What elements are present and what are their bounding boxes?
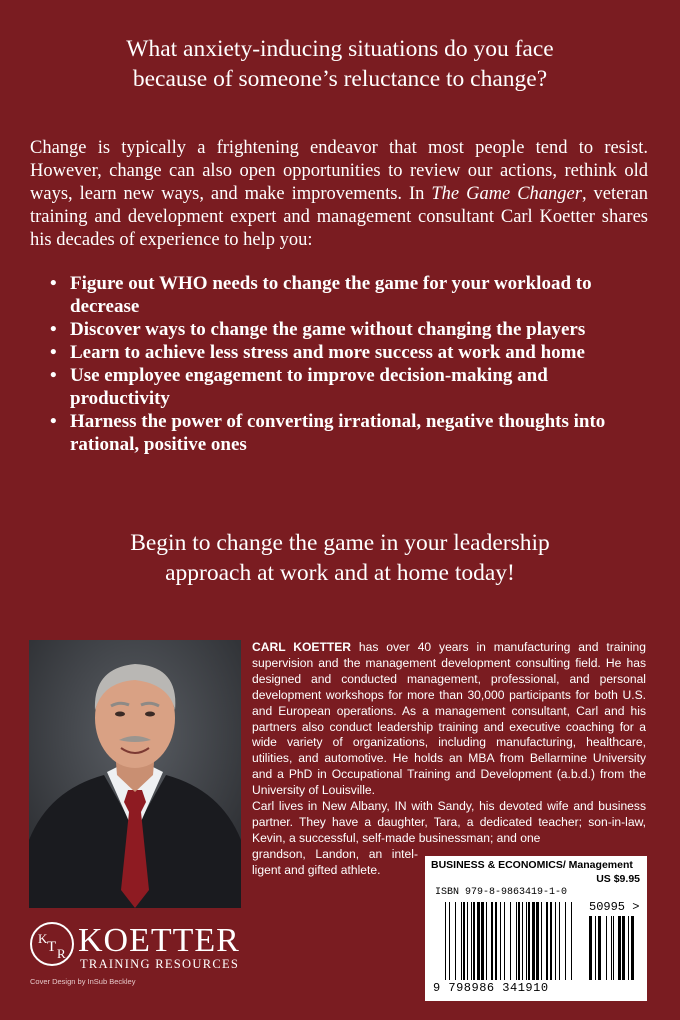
bio-paragraph-3: grandson, Landon, an intel- ligent and gifted athlete. xyxy=(252,846,418,877)
addon-code: 50995 > xyxy=(589,900,640,914)
barcode-box xyxy=(425,856,647,1001)
author-portrait-illustration xyxy=(29,640,241,908)
barcode-stripe xyxy=(631,916,634,980)
barcode-stripe xyxy=(611,916,612,980)
bullet-icon: • xyxy=(50,365,57,386)
barcode-stripe xyxy=(598,916,601,980)
headline xyxy=(40,34,640,94)
list-item xyxy=(40,364,640,410)
list-item-text: Harness the power of converting irrational, negative thoughts into rational, positive ones xyxy=(70,411,606,455)
barcode-stripe xyxy=(449,902,450,980)
barcode-stripe xyxy=(618,916,621,980)
list-item xyxy=(40,341,640,364)
barcode-stripe xyxy=(463,902,465,980)
list-item xyxy=(40,272,640,318)
barcode-stripe xyxy=(622,916,625,980)
barcode-stripe xyxy=(471,902,472,980)
logo-subtitle: TRAINING RESOURCES xyxy=(80,957,240,971)
bio-paragraph-2: Carl lives in New Albany, IN with Sandy, his devoted wife and business partner. They have a daughter, Tara, a dedicated teacher; son-in-law, Kevin, a successful, self-made businessman; and one xyxy=(252,799,646,845)
bullet-icon: • xyxy=(50,319,57,340)
cover-credit: Cover Design by InSub Beckley xyxy=(30,977,136,986)
list-item-text: Discover ways to change the game without changing the players xyxy=(70,319,586,340)
barcode-stripe xyxy=(550,902,552,980)
barcode-stripe xyxy=(528,902,530,980)
barcode-stripe xyxy=(473,902,475,980)
headline-line-1: What anxiety-inducing situations do you face xyxy=(126,36,554,62)
barcode-stripe xyxy=(606,916,607,980)
bullet-icon: • xyxy=(50,411,57,432)
book-price: US $9.95 xyxy=(596,873,640,885)
bio-text-1: has over 40 years in manufacturing and training supervision and the management development consulting field. He has designed and conducted management, professional, and personal development workshops for more than 30,000 participants for both U.S. and European operations. As a management consultant, Carl and his partners also conduct leadership training and executive coaching for a wide variety of organizations, including manufacturing, healthcare, utilities, and automotive. He holds an MBA from Bellarmine University and a PhD in Occupational Training and Development (a.b.d.) from the University of Louisville. xyxy=(252,640,646,798)
barcode-stripe xyxy=(510,902,511,980)
author-bio xyxy=(252,640,646,879)
barcode-stripe xyxy=(504,902,505,980)
barcode-stripe xyxy=(481,902,484,980)
logo-letter-t: T xyxy=(47,939,57,955)
barcode-stripe xyxy=(628,916,629,980)
closing-statement xyxy=(40,528,640,588)
barcode-stripe xyxy=(491,902,493,980)
book-title: The Game Changer xyxy=(431,183,582,204)
barcode-stripe xyxy=(532,902,535,980)
closing-line-1: Begin to change the game in your leadership xyxy=(130,530,550,556)
author-photo xyxy=(29,640,241,908)
addon-barcode xyxy=(589,916,639,980)
logo-name: KOETTER xyxy=(78,922,240,959)
barcode-stripe xyxy=(495,902,497,980)
logo-monogram xyxy=(30,922,74,966)
list-item xyxy=(40,410,640,456)
headline-line-2: because of someone’s reluctance to change? xyxy=(132,66,548,92)
list-item-text: Learn to achieve less stress and more success at work and home xyxy=(70,342,585,363)
barcode-stripe xyxy=(522,902,523,980)
list-item-text: Figure out WHO needs to change the game for your workload to decrease xyxy=(70,273,592,317)
barcode-stripe xyxy=(595,916,596,980)
bullet-icon: • xyxy=(50,273,57,294)
publisher-logo xyxy=(30,922,245,970)
barcode-stripe xyxy=(559,902,560,980)
barcode-stripe xyxy=(461,902,462,980)
closing-line-2: approach at work and at home today! xyxy=(165,560,515,586)
intro-text-start: Change is typically a frightening endeavor that most people tend to resist. However, change can also open opportunities to review our actions, rethink old ways, learn new ways, and make improvements. In xyxy=(30,137,648,204)
barcode-stripe xyxy=(613,916,614,980)
benefit-list xyxy=(40,272,640,456)
barcode-stripe xyxy=(546,902,548,980)
list-item xyxy=(40,318,640,341)
logo-letter-r: R xyxy=(57,946,66,961)
barcode-stripe xyxy=(571,902,572,980)
bio-paragraph-1 xyxy=(252,640,646,799)
barcode-stripe xyxy=(477,902,480,980)
barcode-stripe xyxy=(486,902,487,980)
barcode-stripe xyxy=(467,902,468,980)
barcode-stripe xyxy=(526,902,527,980)
list-item-text: Use employee engagement to improve decision-making and productivity xyxy=(70,365,548,409)
isbn-barcode xyxy=(445,902,575,980)
barcode-digits: 9 798986 341910 xyxy=(433,981,549,995)
barcode-stripe xyxy=(455,902,456,980)
barcode-stripe xyxy=(536,902,539,980)
barcode-stripe xyxy=(541,902,542,980)
barcode-stripe xyxy=(565,902,566,980)
author-name: CARL KOETTER xyxy=(252,640,352,654)
intro-paragraph xyxy=(30,137,648,252)
barcode-stripe xyxy=(518,902,520,980)
logo-letter-k: K xyxy=(38,931,48,946)
barcode-stripe xyxy=(516,902,517,980)
isbn-label: ISBN 979-8-9863419-1-0 xyxy=(435,887,568,898)
barcode-stripe xyxy=(555,902,556,980)
barcode-stripe xyxy=(445,902,446,980)
bullet-icon: • xyxy=(50,342,57,363)
barcode-stripe xyxy=(589,916,592,980)
barcode-stripe xyxy=(500,902,501,980)
intro-text-end: , veteran training and development expert and management consultant Carl Koetter shares his decades of experience to help you: xyxy=(30,183,648,250)
book-category: BUSINESS & ECONOMICS/ Management xyxy=(431,859,633,871)
